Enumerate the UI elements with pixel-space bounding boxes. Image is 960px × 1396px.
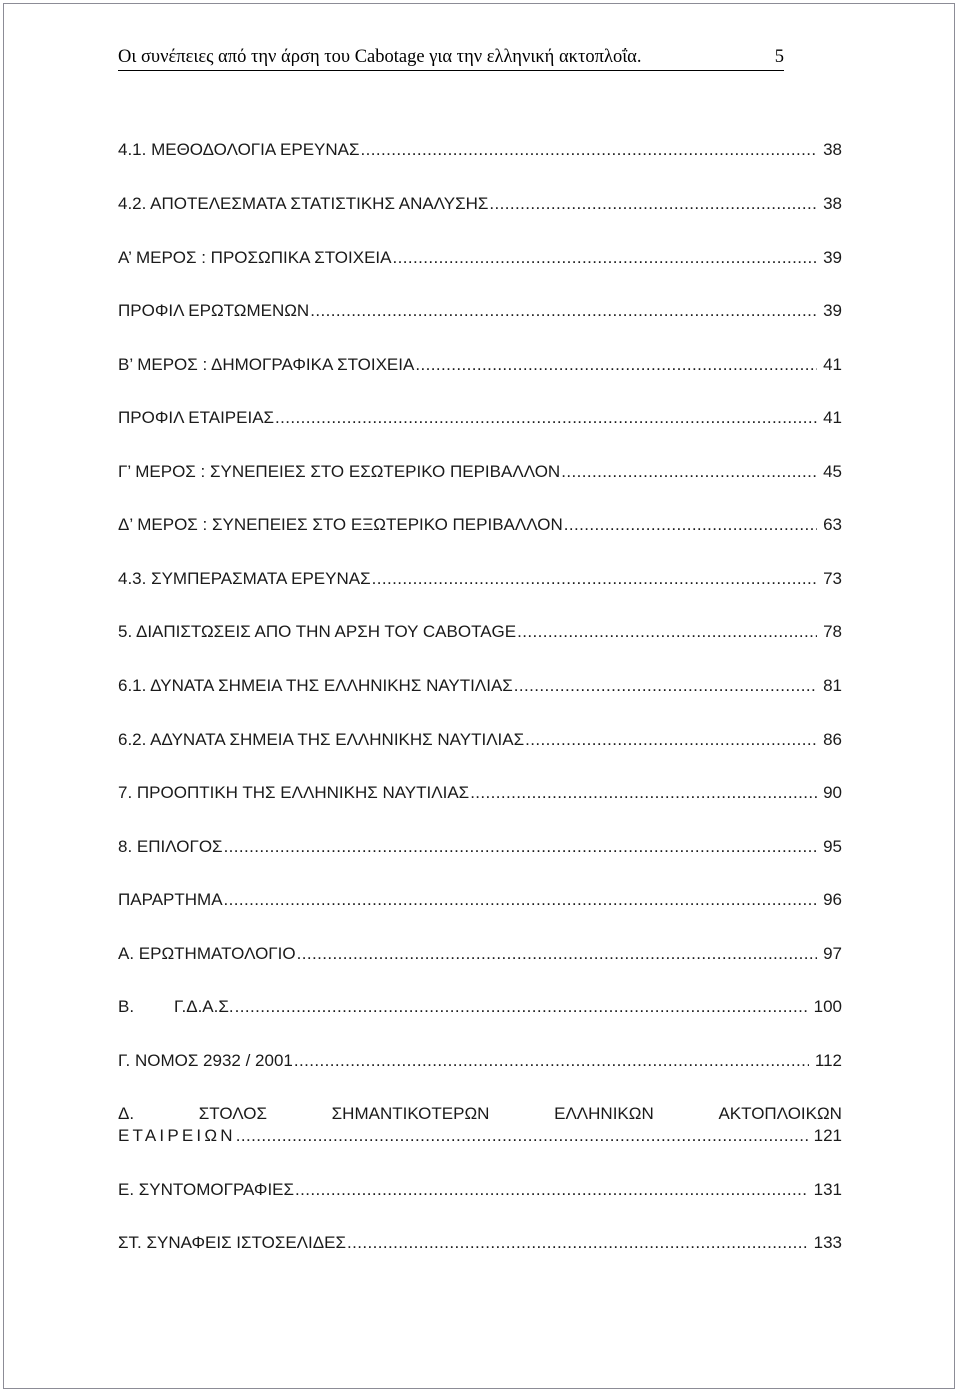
- toc-leader: [517, 621, 817, 643]
- toc-entry-page: 41: [823, 355, 842, 374]
- toc-entry-label: ΣΤ. ΣΥΝΑΦΕΙΣ ΙΣΤΟΣΕΛΙΔΕΣ: [118, 1233, 346, 1252]
- toc-entry-label: Α’ ΜΕΡΟΣ : ΠΡΟΣΩΠΙΚΑ ΣΤΟΙΧΕΙΑ: [118, 248, 392, 267]
- toc-entry[interactable]: [118, 247, 842, 269]
- toc-leader: [294, 1050, 809, 1072]
- toc-entry-page: 63: [823, 515, 842, 534]
- toc-entry-page: 97: [823, 944, 842, 963]
- toc-entry-label: Γ’ ΜΕΡΟΣ : ΣΥΝΕΠΕΙΕΣ ΣΤΟ ΕΣΩΤΕΡΙΚΟ ΠΕΡΙΒΑΛΛΟΝ: [118, 462, 561, 481]
- toc-entry[interactable]: [118, 889, 842, 911]
- header-title: Οι συνέπειες από την άρση του Cabotage για την ελληνική ακτοπλοΐα.: [118, 47, 642, 67]
- toc-entry[interactable]: [118, 836, 842, 858]
- toc-entry[interactable]: [118, 1050, 842, 1072]
- toc-entry-label: 4.3. ΣΥΜΠΕΡΑΣΜΑΤΑ ΕΡΕΥΝΑΣ: [118, 569, 371, 588]
- toc-entry-page: 95: [823, 837, 842, 856]
- toc-entry[interactable]: [118, 996, 842, 1018]
- toc-entry[interactable]: [118, 300, 842, 322]
- toc-entry-page: 78: [823, 622, 842, 641]
- toc-entry[interactable]: [118, 139, 842, 161]
- toc-leader: [561, 461, 817, 483]
- toc-leader: [224, 836, 818, 858]
- toc-entry-label: 4.1. ΜΕΘΟΔΟΛΟΓΙΑ ΕΡΕΥΝΑΣ: [118, 140, 360, 159]
- toc-leader: [564, 514, 817, 536]
- toc-entry-label: 6.1. ΔΥΝΑΤΑ ΣΗΜΕΙΑ ΤΗΣ ΕΛΛΗΝΙΚΗΣ ΝΑΥΤΙΛΙΑΣ: [118, 676, 513, 695]
- toc-entry-label: ΠΡΟΦΙΛ ΕΡΩΤΩΜΕΝΩΝ: [118, 301, 310, 320]
- toc-entry-label: ΠΑΡΑΡΤΗΜΑ: [118, 890, 223, 909]
- toc-entry-page: 100: [813, 997, 842, 1016]
- toc-entry[interactable]: [118, 193, 842, 215]
- toc-entry[interactable]: [118, 729, 842, 751]
- toc-entry-word: ΑΚΤΟΠΛΟΙΚΩΝ: [718, 1104, 842, 1123]
- toc-leader: [514, 675, 817, 697]
- toc-leader: [236, 1125, 808, 1147]
- toc-entry[interactable]: [118, 568, 842, 590]
- toc-entry-label: 5. ΔΙΑΠΙΣΤΩΣΕΙΣ ΑΠΟ ΤΗΝ ΑΡΣΗ ΤΟΥ CABOTAGE: [118, 622, 517, 641]
- toc-entry-page: 41: [823, 408, 842, 427]
- toc-entry-page: 39: [823, 248, 842, 267]
- toc-entry-label: ΠΡΟΦΙΛ ΕΤΑΙΡΕΙΑΣ: [118, 408, 275, 427]
- toc-leader: [489, 193, 817, 215]
- toc-entry-label: [118, 996, 235, 1018]
- toc-leader: [347, 1232, 808, 1254]
- toc-entry-word: ΣΤΟΛΟΣ: [198, 1104, 267, 1123]
- toc-entry-page: 39: [823, 301, 842, 320]
- toc-entry-label-text: Γ.Δ.Α.Σ.: [174, 997, 234, 1016]
- toc-entry[interactable]: [118, 514, 842, 536]
- toc-entry-page: 45: [823, 462, 842, 481]
- toc-entry-page: 131: [813, 1180, 842, 1199]
- toc-entry[interactable]: [118, 354, 842, 376]
- toc-entry-label: 4.2. ΑΠΟΤΕΛΕΣΜΑΤΑ ΣΤΑΤΙΣΤΙΚΗΣ ΑΝΑΛΥΣΗΣ: [118, 194, 489, 213]
- toc-entry[interactable]: [118, 675, 842, 697]
- toc-entry[interactable]: [118, 1232, 842, 1254]
- toc-leader: [224, 889, 818, 911]
- header-page-number: 5: [774, 47, 784, 67]
- toc-entry-label: 8. ΕΠΙΛΟΓΟΣ: [118, 837, 223, 856]
- toc-leader: [525, 729, 817, 751]
- toc-entry-label: Α. ΕΡΩΤΗΜΑΤΟΛΟΓΙΟ: [118, 944, 296, 963]
- toc-entry-label: 6.2. ΑΔΥΝΑΤΑ ΣΗΜΕΙΑ ΤΗΣ ΕΛΛΗΝΙΚΗΣ ΝΑΥΤΙΛΙΑΣ: [118, 730, 525, 749]
- toc-entry-label: Β’ ΜΕΡΟΣ : ΔΗΜΟΓΡΑΦΙΚΑ ΣΤΟΙΧΕΙΑ: [118, 355, 415, 374]
- toc-leader: [295, 1179, 808, 1201]
- toc-entry-word: Δ.: [118, 1104, 135, 1123]
- toc-entry-page: 96: [823, 890, 842, 909]
- toc-entry-word: ΣΗΜΑΝΤΙΚΟΤΕΡΩΝ: [331, 1104, 490, 1123]
- toc-leader: [310, 300, 817, 322]
- toc-entry-page: 90: [823, 783, 842, 802]
- toc-entry[interactable]: [118, 1103, 842, 1147]
- toc-leader: [392, 247, 817, 269]
- toc-entry-label: Γ. ΝΟΜΟΣ 2932 / 2001: [118, 1051, 293, 1070]
- toc-entry[interactable]: [118, 407, 842, 429]
- toc-leader: [372, 568, 817, 590]
- toc-entry-label: Ε. ΣΥΝΤΟΜΟΓΡΑΦΙΕΣ: [118, 1180, 295, 1199]
- toc-entry-label: [118, 1103, 842, 1125]
- toc-leader: [415, 354, 817, 376]
- toc-leader: [275, 407, 817, 429]
- toc-leader: [235, 996, 808, 1018]
- toc-entry-page: 133: [813, 1233, 842, 1252]
- toc-entry-page: 81: [823, 676, 842, 695]
- toc-entry-continuation: [118, 1125, 842, 1147]
- toc-leader: [297, 943, 817, 965]
- toc-entry[interactable]: [118, 782, 842, 804]
- running-header: [118, 46, 784, 71]
- toc-leader: [361, 139, 818, 161]
- toc-entry-label-cont: ΕΤΑΙΡΕΙΩΝ: [118, 1126, 236, 1145]
- toc-entry-label: 7. ΠΡΟΟΠΤΙΚΗ ΤΗΣ ΕΛΛΗΝΙΚΗΣ ΝΑΥΤΙΛΙΑΣ: [118, 783, 470, 802]
- toc-entry-page: 73: [823, 569, 842, 588]
- toc-entry[interactable]: [118, 1179, 842, 1201]
- toc-entry-page: 38: [823, 194, 842, 213]
- toc-entry-page: 86: [823, 730, 842, 749]
- toc-entry-word: ΕΛΛΗΝΙΚΩΝ: [554, 1104, 654, 1123]
- toc-entry-page: 112: [814, 1051, 842, 1070]
- toc-entry-prefix: Β.: [118, 997, 135, 1016]
- toc-entry-page: 38: [823, 140, 842, 159]
- toc-leader: [470, 782, 817, 804]
- toc-entry[interactable]: [118, 461, 842, 483]
- toc-entry[interactable]: [118, 621, 842, 643]
- toc-entry-page: 121: [813, 1126, 842, 1145]
- toc-entry[interactable]: [118, 943, 842, 965]
- toc-entry-label: Δ’ ΜΕΡΟΣ : ΣΥΝΕΠΕΙΕΣ ΣΤΟ ΕΞΩΤΕΡΙΚΟ ΠΕΡΙΒΑΛΛΟΝ: [118, 515, 563, 534]
